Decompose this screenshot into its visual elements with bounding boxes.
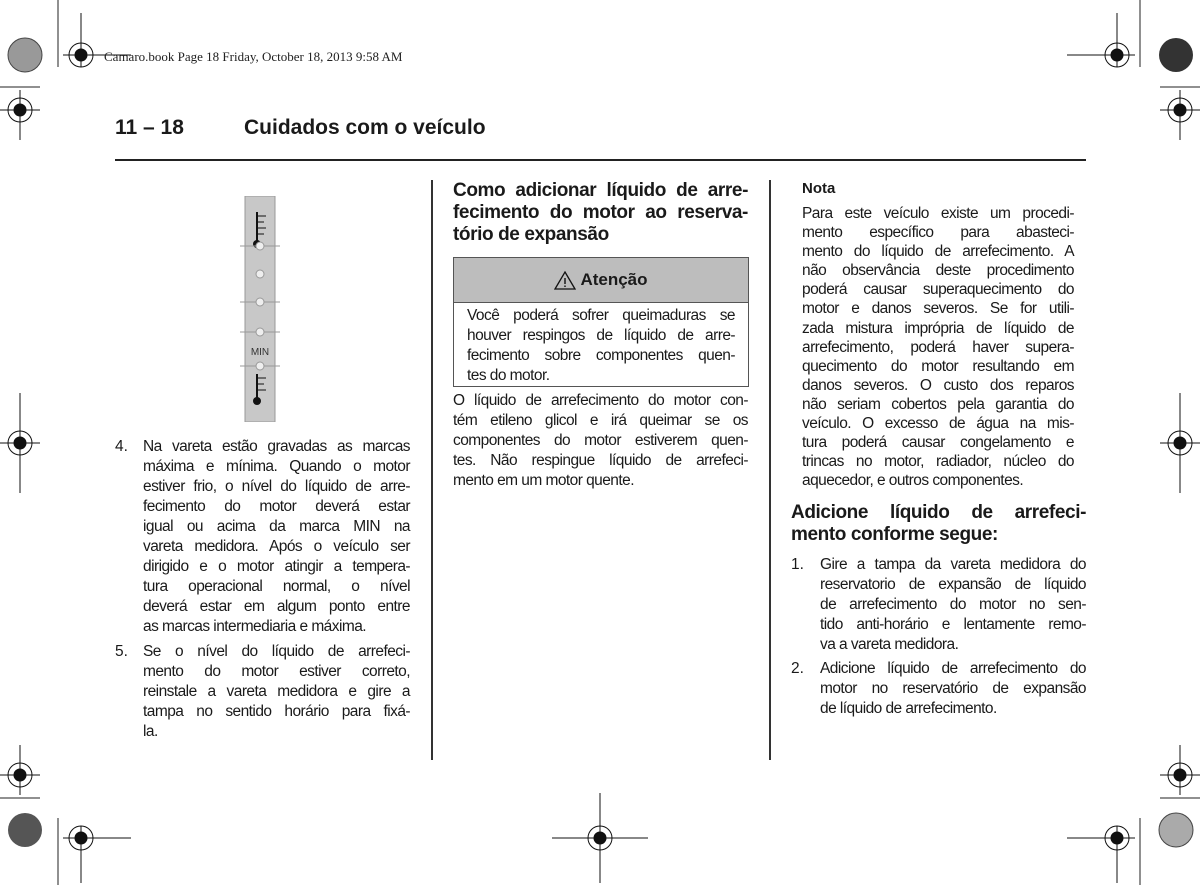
text-line: zada mistura imprópria de líquido de	[802, 319, 1074, 337]
text-line: veículo. O excesso de água na mis-	[802, 415, 1074, 433]
text-line: tes do motor.	[467, 367, 550, 384]
list-item-text	[143, 642, 410, 742]
text-line: Como adicionar líquido de arre-	[453, 180, 748, 201]
text-line: as marcas intermediaria e máxima.	[143, 618, 367, 635]
text-line: mento específico para abasteci-	[802, 224, 1074, 242]
list-number: 2.	[791, 660, 804, 677]
warning-header	[454, 258, 748, 303]
column-divider	[431, 180, 433, 760]
text-line: tura poderá causar congelamento e	[802, 434, 1074, 452]
warning-title: Atenção	[580, 270, 648, 289]
text-line: mento do líquido de arrefecimento. A	[802, 243, 1074, 261]
text-line: igual ou acima da marca MIN na	[143, 518, 410, 535]
page-number: 11 – 18	[115, 116, 184, 139]
text-line: não observância deste procedimento	[802, 262, 1074, 280]
text-line: máxima e mínima. Quando o motor	[143, 458, 410, 475]
text-line: dirigido e o motor atingir a tempera-	[143, 558, 410, 575]
list-number: 4.	[115, 438, 128, 455]
text-line: fecimento sobre componentes quen-	[467, 347, 735, 364]
section-heading	[453, 180, 748, 246]
column-divider	[769, 180, 771, 760]
text-line: houver respingos de líquido de arre-	[467, 327, 735, 344]
note-text	[802, 204, 1074, 490]
text-line: vareta medidora. Após o veículo ser	[143, 538, 410, 555]
list-item-text	[143, 437, 410, 637]
list-number: 1.	[791, 556, 804, 573]
text-line: reservatorio de expansão de líquido	[820, 576, 1086, 593]
warning-text	[467, 306, 735, 386]
list-item-text	[820, 659, 1086, 719]
text-line: estiver frio, o nível do líquido de arre-	[143, 478, 410, 495]
text-line: tório de expansão	[453, 224, 609, 245]
text-line: aquecedor, e outros componentes.	[802, 472, 1024, 490]
header-rule	[115, 159, 1086, 161]
text-line: tes. Não respingue líquido de arrefeci-	[453, 452, 748, 469]
text-line: trincas no motor, radiador, núcleo do	[802, 453, 1074, 471]
text-line: mento do motor estiver correto,	[143, 663, 410, 680]
text-line: O líquido de arrefecimento do motor con-	[453, 392, 748, 409]
warning-triangle-icon	[554, 270, 576, 290]
text-line: Adicione líquido de arrefeci-	[791, 502, 1086, 523]
text-line: não seriam cobertos pela garantia do	[802, 395, 1074, 413]
text-line: va a vareta medidora.	[820, 636, 959, 653]
text-line: poderá causar superaquecimento do	[802, 281, 1074, 299]
list-item-text	[820, 555, 1086, 655]
text-line: de arrefecimento do motor no sen-	[820, 596, 1086, 613]
min-label: MIN	[250, 347, 270, 358]
text-line: tura operacional normal, o nível	[143, 578, 410, 595]
warning-box	[453, 257, 749, 387]
text-line: componentes do motor estiverem quen-	[453, 432, 748, 449]
text-line: danos severos. O custo dos reparos	[802, 376, 1074, 394]
text-line: tido anti-horário e lentamente remo-	[820, 616, 1086, 633]
text-line: deverá estar em algum ponto entre	[143, 598, 410, 615]
dipstick-illustration	[240, 196, 280, 422]
text-line: Adicione líquido de arrefecimento do	[820, 660, 1086, 677]
text-line: Você poderá sofrer queimaduras se	[467, 307, 735, 324]
running-head: Camaro.book Page 18 Friday, October 18, 2013 9:58 AM	[104, 49, 403, 64]
text-line: tém etileno glicol e irá queimar se os	[453, 412, 748, 429]
text-line: mento conforme segue:	[791, 524, 998, 545]
text-line: Para este veículo existe um procedi-	[802, 205, 1074, 222]
text-line: arrefecimento, poderá haver supera-	[802, 338, 1074, 356]
text-line: la.	[143, 723, 158, 740]
note-title: Nota	[802, 180, 836, 197]
text-line: Gire a tampa da vareta medidora do	[820, 556, 1086, 573]
text-line: quecimento do motor resultando em	[802, 357, 1074, 375]
text-line: Na vareta estão gravadas as marcas	[143, 438, 410, 455]
section-heading	[791, 502, 1086, 546]
chapter-title: Cuidados com o veículo	[244, 116, 486, 139]
text-line: de líquido de arrefecimento.	[820, 700, 997, 717]
text-line: fecimento do motor ao reserva-	[453, 202, 748, 223]
list-number: 5.	[115, 643, 128, 660]
text-line: motor no reservatório de expansão	[820, 680, 1086, 697]
text-line: Se o nível do líquido de arrefeci-	[143, 643, 410, 660]
text-line: mento em um motor quente.	[453, 472, 634, 489]
text-line: fecimento do motor deverá estar	[143, 498, 410, 515]
text-line: reinstale a vareta medidora e gire a	[143, 683, 410, 700]
paragraph	[453, 391, 748, 491]
text-line: tampa no sentido horário para fixá-	[143, 703, 410, 720]
text-line: motor e danos severos. Se for utili-	[802, 300, 1074, 318]
